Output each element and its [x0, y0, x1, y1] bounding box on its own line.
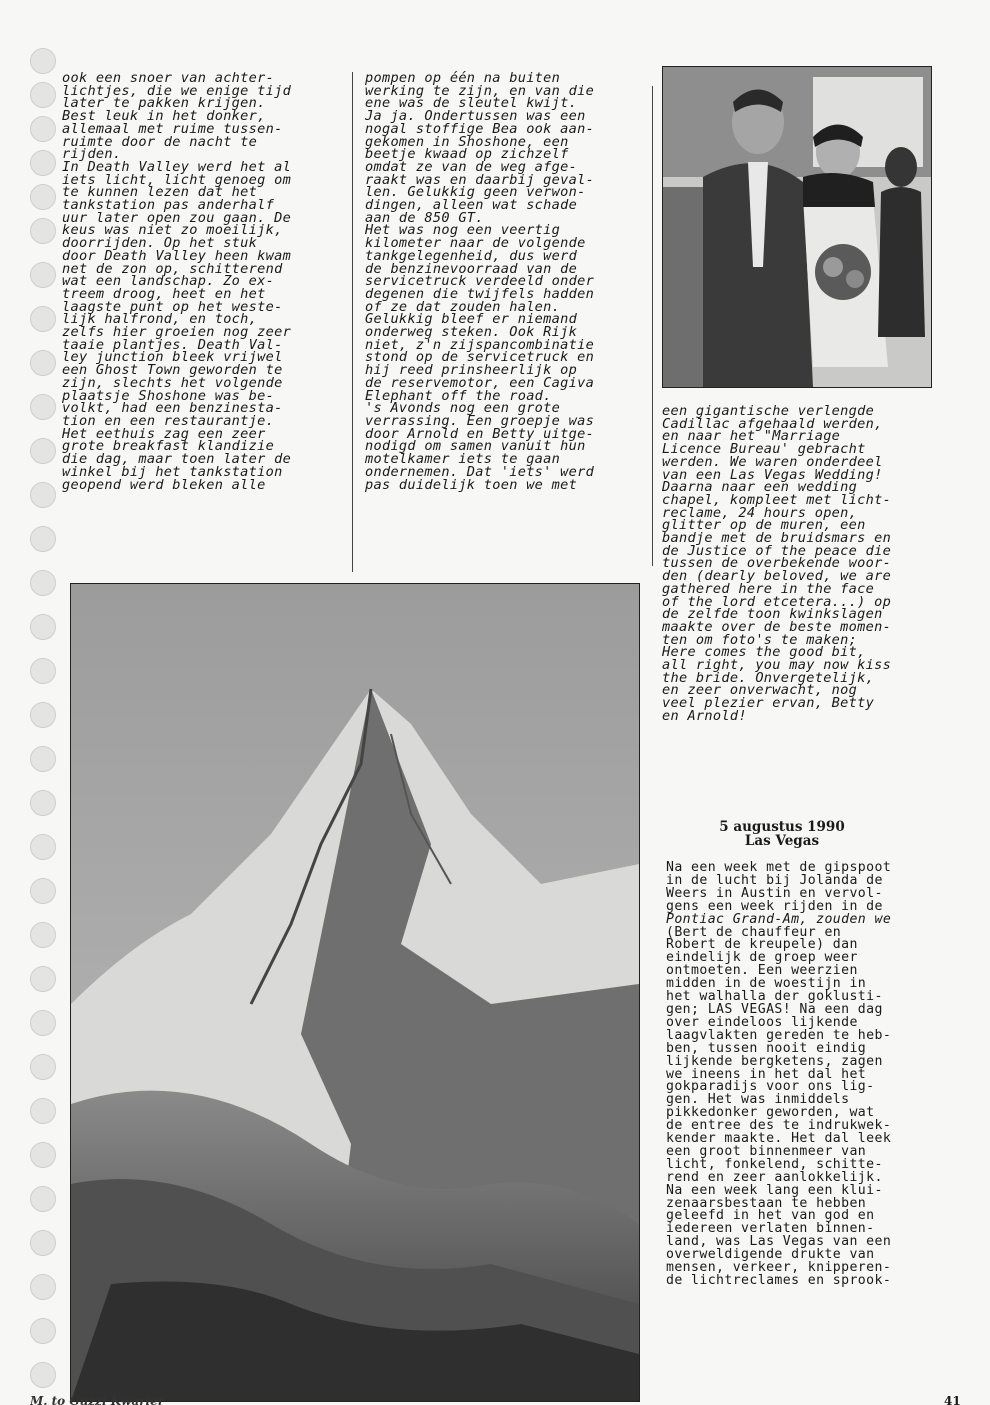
article-column-2: pompen op één na buiten werking te zijn, en van die ene was de sleutel kwijt. Ja ja. Ondertussen was een nogal stoffige Bea ook aan- gekomen in Shoshone, een beetje kwaad op zichzelf omdat ze van de weg afge- raakt was en daarbij geval- len. Gelukkig geen verwon- dingen, alleen wat schade aan de 850 GT. Het was nog een veertig kilometer naar de volgende tankgelegenheid, dus werd de benzinevoorraad van de servicetruck verdeeld onder degenen die twijfels hadden of ze dat zouden halen. Gelukkig bleef er niemand onderweg steken. Ook Rijk niet, z'n zijspancombinatie stond op de servicetruck en hij reed prinsheerlijk op de reservemotor, een Cagiva Elephant off the road. 's Avonds nog een grote verrassing. Een groepje was door Arnold en Betty uitge- nodigd om samen vanuit hun motelkamer iets te gaan ondernemen. Dat 'iets' werd pas duidelijk toen we met	[365, 70, 595, 493]
mountain-photo	[70, 583, 640, 1402]
column4-text-1: Na een week met de gipspoot in de lucht bij Jolanda de Weers in Austin en vervol- gens een week rijden in de	[666, 860, 892, 914]
binder-hole	[30, 482, 56, 508]
binder-hole	[30, 1362, 56, 1388]
article-column-3: een gigantische verlengde Cadillac afgehaald werden, en naar het "Marriage Licence Bureau' gebracht werden. We waren onderdeel van een Las Vegas Wedding! Daarna naar een wedding chapel, kompleet met licht- reclame, 24 hours open, glitter op de muren, een bandje met de bruidsmars en de Justice of the peace die tussen de overbekende woor- den (dearly beloved, we are gathered here in the face of the lord etcetera...) op de zelfde toon kwinkslagen maakte over de beste momen- ten om foto's te maken; Here comes the good bit, all right, you may now kiss the bride. Onvergetelijk, en zeer onverwacht, nog veel plezier ervan, Betty en Arnold!	[662, 403, 892, 724]
page-number: 41	[944, 1394, 961, 1405]
binder-hole	[30, 82, 56, 108]
binder-hole	[30, 1318, 56, 1344]
binder-hole	[30, 438, 56, 464]
binder-hole	[30, 746, 56, 772]
binder-hole	[30, 966, 56, 992]
binder-hole	[30, 878, 56, 904]
footer-magazine-name: M. to Guzzi Kwarier	[30, 1394, 165, 1405]
binder-hole	[30, 658, 56, 684]
wedding-photo	[662, 66, 932, 388]
binder-hole	[30, 1230, 56, 1256]
binder-hole	[30, 526, 56, 552]
section-heading	[662, 820, 902, 848]
column4-italic-text: Pontiac Grand-Am, zouden we	[666, 911, 892, 927]
binder-hole	[30, 218, 56, 244]
binder-hole	[30, 834, 56, 860]
binder-hole	[30, 150, 56, 176]
binder-hole	[30, 350, 56, 376]
section-place: Las Vegas	[744, 833, 820, 849]
binder-hole	[30, 1142, 56, 1168]
binder-hole	[30, 1186, 56, 1212]
column4-text-2: (Bert de chauffeur en Robert de kreupele) dan eindelijk de groep weer ontmoeten. Een weerzien midden in de woestijn in het walhalla der goklusti- gen; LAS VEGAS! Na een dag over eindeloos lijkende laagvlakten gereden te heb- ben, tussen nooit eindig lijkende bergketens, zagen we ineens in het dal het gokparadijs voor ons lig- gen. Het was inmiddels pikkedonker geworden, wat de entree des te indrukwek- kender maakte. Het dal leek een groot binnenmeer van licht, fonkelend, schitte- rend en zeer aanlokkelijk. Na een week lang een klui- zenaarsbestaan te hebben geleefd in het van god en iedereen verlaten binnen- land, was Las Vegas van een overweldigende drukte van mensen, verkeer, knipperen- de lichtreclames en sprook-	[666, 924, 892, 1288]
column-divider	[652, 86, 653, 566]
binder-hole	[30, 922, 56, 948]
binder-hole	[30, 1054, 56, 1080]
binder-hole	[30, 262, 56, 288]
binder-hole	[30, 1274, 56, 1300]
binder-hole	[30, 48, 56, 74]
binder-hole	[30, 570, 56, 596]
binder-hole	[30, 702, 56, 728]
article-column-4	[666, 862, 946, 1288]
column-divider	[352, 72, 353, 572]
binder-hole	[30, 306, 56, 332]
binder-hole	[30, 116, 56, 142]
binder-hole	[30, 1010, 56, 1036]
section-date: 5 augustus 1990	[719, 819, 845, 835]
binder-hole	[30, 614, 56, 640]
binder-hole	[30, 184, 56, 210]
binder-hole	[30, 790, 56, 816]
binder-hole	[30, 1098, 56, 1124]
binder-hole	[30, 394, 56, 420]
article-column-1: ook een snoer van achter- lichtjes, die we enige tijd later te pakken krijgen. Best leuk in het donker, allemaal met ruime tussen- ruimte door de nacht te rijden. In Death Valley werd het al iets licht, licht genoeg om te kunnen lezen dat het tankstation pas anderhalf uur later open zou gaan. De keus was niet zo moeilijk, doorrijden. Op het stuk door Death Valley heen kwam net de zon op, schitterend wat een landschap. Zo ex- treem droog, heet en het laagste punt op het weste- lijk halfrond, en toch, zelfs hier groeien nog zeer taaie plantjes. Death Val- ley junction bleek vrijwel een Ghost Town geworden te zijn, slechts het volgende plaatsje Shoshone was be- volkt, had een benzinesta- tion en een restaurantje. Het eethuis zag een zeer grote breakfast klandizie die dag, maar toen later de winkel bij het tankstation geopend werd bleken alle	[62, 70, 292, 493]
